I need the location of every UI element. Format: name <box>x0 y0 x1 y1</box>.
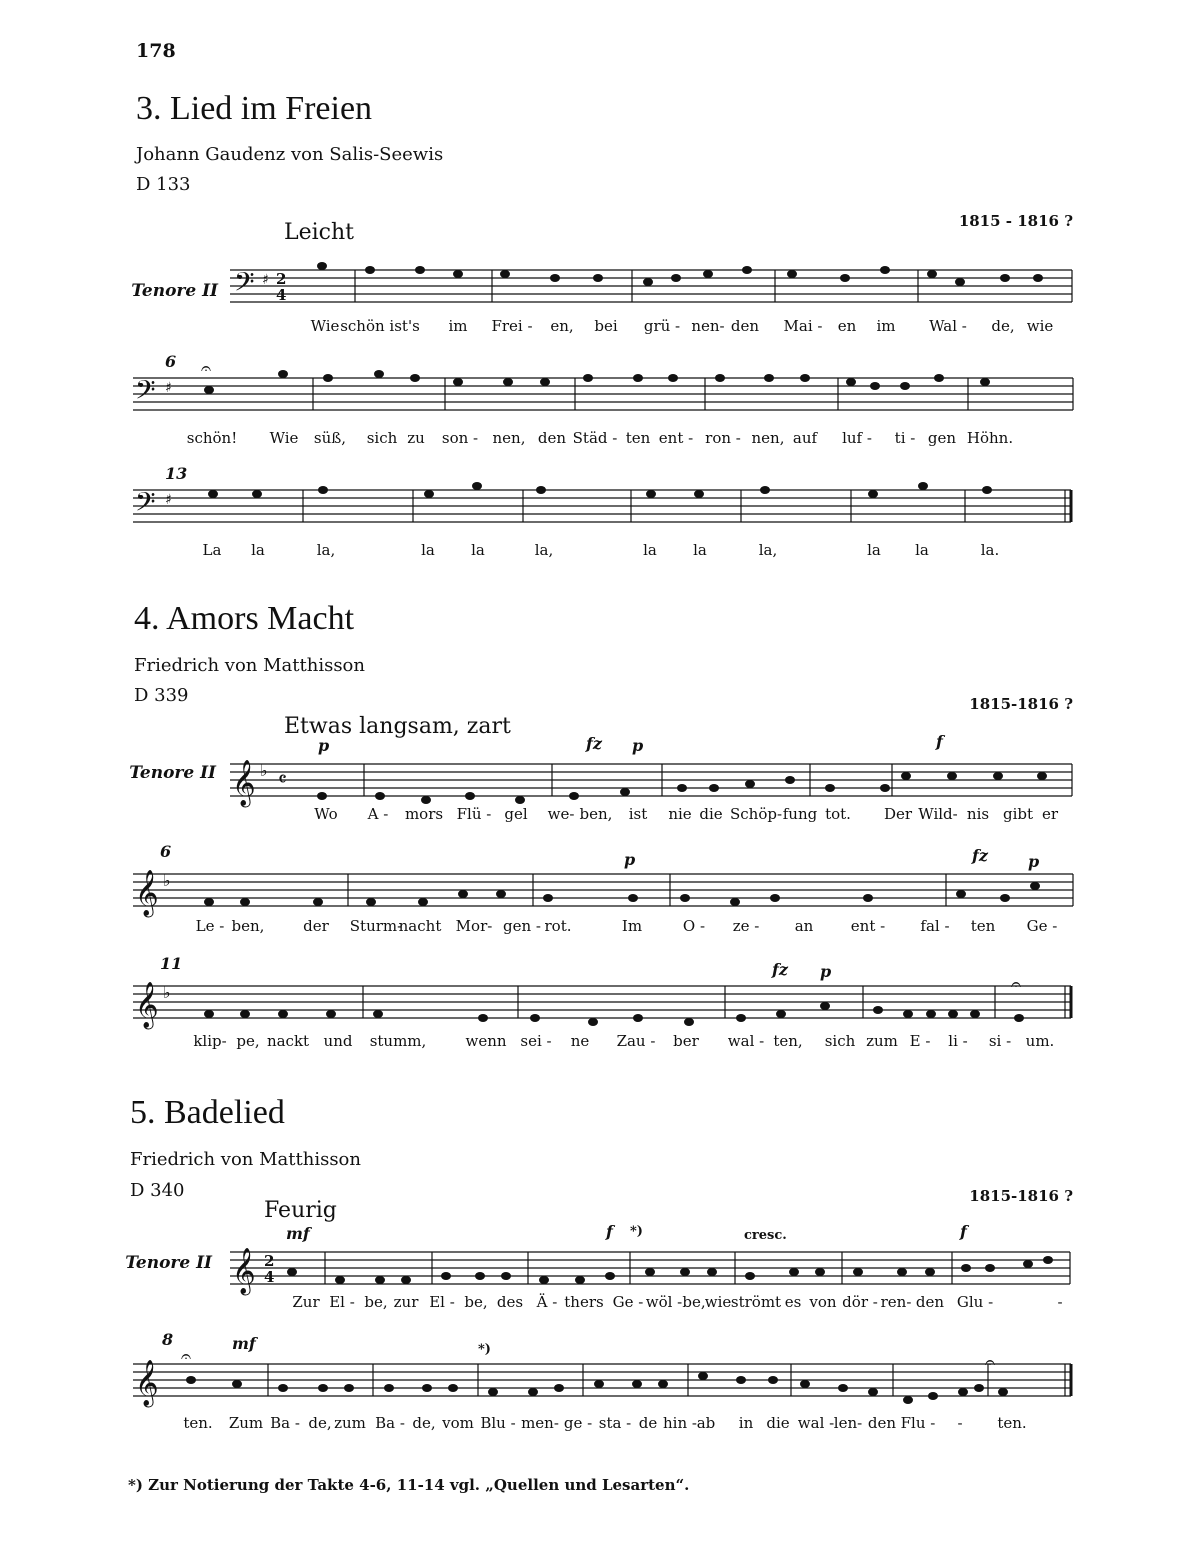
music-staff <box>230 262 1075 312</box>
lyric-syllable: la <box>251 541 265 559</box>
lyric-syllable: sei - <box>520 1032 552 1050</box>
dynamic-marking: fz <box>586 734 602 753</box>
lyric-syllable: es <box>784 1293 802 1311</box>
lyric-syllable: die <box>699 805 723 823</box>
lyric-syllable: er <box>1041 805 1059 823</box>
dynamic-marking: fz <box>772 960 788 979</box>
lyric-syllable: ten, <box>773 1032 803 1050</box>
lyric-syllable: luf - <box>842 429 872 447</box>
lyric-syllable: O - <box>682 917 706 935</box>
lyric-syllable: Wild- <box>918 805 958 823</box>
lyric-syllable: ben, <box>579 805 613 823</box>
lyric-syllable: nis <box>966 805 990 823</box>
lyric-syllable: süß, <box>313 429 347 447</box>
lyric-syllable: Städ - <box>572 429 618 447</box>
lyric-syllable: - <box>1057 1293 1063 1311</box>
lyric-syllable: be, <box>464 1293 488 1311</box>
poet-name: Friedrich von Matthisson <box>130 1149 361 1170</box>
svg-text:♭: ♭ <box>163 871 171 890</box>
svg-text:𝄞: 𝄞 <box>135 870 159 916</box>
lyric-syllable: we- <box>547 805 575 823</box>
lyric-syllable: Im <box>621 917 643 935</box>
lyric-syllable: Zur <box>292 1293 320 1311</box>
cresc-marking: cresc. <box>744 1228 787 1243</box>
lyric-syllable: Mor- <box>455 917 493 935</box>
lyric-syllable: de, <box>991 317 1015 335</box>
music-staff <box>133 1346 1075 1406</box>
lyric-syllable: nie <box>668 805 692 823</box>
voice-label: Tenore II <box>131 281 218 301</box>
catalog-number: D 339 <box>134 685 189 706</box>
lyric-syllable: den <box>915 1293 945 1311</box>
lyric-syllable: zu <box>407 429 425 447</box>
lyric-syllable: wie <box>704 1293 732 1311</box>
measure-number: 8 <box>162 1330 174 1349</box>
voice-label: Tenore II <box>125 1253 212 1273</box>
lyric-syllable: ron - <box>705 429 741 447</box>
dynamic-marking: p <box>624 850 636 869</box>
lyric-syllable: Schöp- <box>729 805 783 823</box>
lyric-syllable: la <box>915 541 929 559</box>
lyric-syllable: wal - <box>797 1414 835 1432</box>
lyric-syllable: Frei - <box>491 317 533 335</box>
lyric-syllable: ge - <box>563 1414 593 1432</box>
composition-date: 1815 - 1816 ? <box>958 212 1073 230</box>
lyric-syllable: la <box>643 541 657 559</box>
measure-number: 13 <box>165 464 188 483</box>
footnote-marker: *) <box>478 1342 491 1357</box>
lyric-syllable: Wie <box>310 317 340 335</box>
lyric-syllable: ber <box>673 1032 699 1050</box>
lyric-syllable: auf <box>792 429 818 447</box>
lyric-syllable: der <box>303 917 329 935</box>
svg-text:𝄐: 𝄐 <box>985 1352 996 1373</box>
dynamic-marking: mf <box>286 1224 310 1243</box>
svg-text:♭: ♭ <box>260 761 268 780</box>
lyric-syllable: Höhn. <box>966 429 1014 447</box>
lyric-syllable: ne <box>570 1032 590 1050</box>
svg-text:2: 2 <box>264 1252 275 1270</box>
dynamic-marking: p <box>820 962 832 981</box>
lyric-syllable: wie <box>1026 317 1054 335</box>
lyric-syllable: nen, <box>492 429 526 447</box>
footnote-marker: *) <box>630 1224 643 1239</box>
svg-text:𝄞: 𝄞 <box>232 760 256 806</box>
svg-text:𝄢: 𝄢 <box>135 486 156 524</box>
lyric-syllable: vom <box>442 1414 474 1432</box>
lyric-syllable: Zau - <box>616 1032 656 1050</box>
lyric-syllable: um. <box>1025 1032 1055 1050</box>
lyric-syllable: den <box>730 317 760 335</box>
lyric-syllable: Ge - <box>612 1293 644 1311</box>
lyric-syllable: thers <box>564 1293 604 1311</box>
lyric-syllable: - <box>957 1414 963 1432</box>
svg-text:𝄴: 𝄴 <box>278 767 287 791</box>
lyric-syllable: und <box>323 1032 353 1050</box>
lyric-syllable: in <box>738 1414 754 1432</box>
lyric-syllable: wal - <box>727 1032 765 1050</box>
lyric-syllable: E - <box>909 1032 931 1050</box>
lyric-syllable: schön! <box>186 429 238 447</box>
svg-text:♯: ♯ <box>165 380 172 396</box>
lyric-syllable: nacht <box>398 917 442 935</box>
lyric-syllable: hin - <box>663 1414 697 1432</box>
note-heads <box>317 262 1043 286</box>
svg-text:𝄞: 𝄞 <box>232 1248 256 1294</box>
lyric-syllable: la <box>867 541 881 559</box>
lyric-syllable: la <box>471 541 485 559</box>
lyric-syllable: fal - <box>920 917 950 935</box>
music-staff <box>133 866 1075 916</box>
lyric-syllable: de, <box>412 1414 436 1432</box>
measure-number: 6 <box>165 352 177 371</box>
dynamic-marking: fz <box>972 846 988 865</box>
lyric-syllable: ren- <box>880 1293 912 1311</box>
lyric-syllable: en <box>837 317 857 335</box>
lyric-syllable: bei <box>594 317 618 335</box>
lyric-syllable: Ge - <box>1026 917 1058 935</box>
lyric-syllable: Blu - <box>480 1414 516 1432</box>
dynamic-marking: f <box>936 732 943 751</box>
lyric-syllable: zum <box>866 1032 898 1050</box>
lyric-syllable: tot. <box>825 805 851 823</box>
lyric-syllable: len- <box>833 1414 863 1432</box>
lyric-syllable: ze - <box>732 917 760 935</box>
song-title: 4. Amors Macht <box>134 600 355 637</box>
lyric-syllable: si - <box>988 1032 1012 1050</box>
lyric-syllable: die <box>766 1414 790 1432</box>
lyric-syllable: dör - <box>842 1293 878 1311</box>
lyric-syllable: nackt <box>266 1032 310 1050</box>
lyric-syllable: wöl - <box>645 1293 683 1311</box>
lyric-syllable: Der <box>883 805 913 823</box>
svg-text:𝄞: 𝄞 <box>135 982 159 1028</box>
measure-number: 11 <box>160 954 183 973</box>
svg-text:2: 2 <box>276 270 287 288</box>
lyric-syllable: la. <box>980 541 1000 559</box>
lyric-syllable: ent - <box>850 917 886 935</box>
lyric-syllable: ben, <box>231 917 265 935</box>
lyric-syllable: des <box>496 1293 524 1311</box>
lyric-syllable: nen- <box>691 317 725 335</box>
lyric-syllable: La <box>202 541 222 559</box>
lyric-syllable: rot. <box>544 917 572 935</box>
lyric-syllable: schön ist's <box>340 317 420 335</box>
lyric-syllable: men- <box>521 1414 559 1432</box>
composition-date: 1815-1816 ? <box>969 1187 1073 1205</box>
dynamic-marking: f <box>960 1222 967 1241</box>
lyric-syllable: nen, <box>751 429 785 447</box>
composition-date: 1815-1816 ? <box>969 695 1073 713</box>
lyric-syllable: wenn <box>465 1032 507 1050</box>
svg-text:𝄐: 𝄐 <box>181 1346 192 1367</box>
lyric-syllable: la <box>421 541 435 559</box>
lyric-syllable: von <box>809 1293 837 1311</box>
lyric-syllable: Glu - <box>956 1293 994 1311</box>
lyric-syllable: la <box>693 541 707 559</box>
lyric-syllable: en, <box>550 317 574 335</box>
lyric-syllable: de, <box>308 1414 332 1432</box>
poet-name: Johann Gaudenz von Salis-Seewis <box>136 144 444 165</box>
page-number: 178 <box>136 40 176 62</box>
lyric-syllable: gel <box>504 805 528 823</box>
tempo-marking: Etwas langsam, zart <box>284 714 511 739</box>
music-staff <box>133 974 1075 1028</box>
lyric-syllable: Sturm- <box>349 917 403 935</box>
lyric-syllable: de <box>638 1414 658 1432</box>
dynamic-marking: mf <box>232 1334 256 1353</box>
svg-text:♯: ♯ <box>165 492 172 508</box>
lyric-syllable: ti - <box>894 429 916 447</box>
lyric-syllable: gen - <box>503 917 541 935</box>
lyric-syllable: sich <box>824 1032 856 1050</box>
lyric-syllable: El - <box>329 1293 355 1311</box>
lyric-syllable: Le - <box>195 917 225 935</box>
lyric-syllable: Wal - <box>929 317 967 335</box>
music-staff <box>230 756 1075 806</box>
lyric-syllable: gibt <box>1002 805 1034 823</box>
lyric-syllable: ist <box>628 805 648 823</box>
svg-text:𝄞: 𝄞 <box>135 1360 159 1406</box>
lyric-syllable: Wo <box>314 805 338 823</box>
lyric-syllable: la, <box>316 541 336 559</box>
note-heads <box>204 1002 1024 1026</box>
lyric-syllable: zur <box>393 1293 419 1311</box>
dynamic-marking: p <box>1028 852 1040 871</box>
voice-label: Tenore II <box>129 763 216 783</box>
lyric-syllable: sta - <box>598 1414 632 1432</box>
measure-number: 6 <box>160 842 172 861</box>
lyric-syllable: stumm, <box>369 1032 427 1050</box>
lyric-syllable: ten. <box>183 1414 213 1432</box>
svg-text:♯: ♯ <box>262 272 269 288</box>
lyric-syllable: Mai - <box>783 317 823 335</box>
lyric-syllable: ten <box>970 917 996 935</box>
lyric-syllable: klip- <box>193 1032 227 1050</box>
lyric-syllable: den <box>537 429 567 447</box>
lyric-syllable: sich <box>366 429 398 447</box>
lyric-syllable: an <box>794 917 814 935</box>
svg-text:𝄢: 𝄢 <box>135 374 156 412</box>
tempo-marking: Feurig <box>264 1198 337 1223</box>
lyric-syllable: ten. <box>997 1414 1027 1432</box>
lyric-syllable: la, <box>758 541 778 559</box>
lyric-syllable: den <box>867 1414 897 1432</box>
note-heads <box>204 370 990 394</box>
catalog-number: D 133 <box>136 174 191 195</box>
lyric-syllable: pe, <box>236 1032 260 1050</box>
dynamic-marking: f <box>606 1222 613 1241</box>
lyric-syllable: be, <box>364 1293 388 1311</box>
lyric-syllable: Ba - <box>375 1414 405 1432</box>
svg-text:4: 4 <box>264 1268 275 1286</box>
svg-text:𝄐: 𝄐 <box>1011 974 1022 995</box>
lyric-syllable: Wie <box>269 429 299 447</box>
poet-name: Friedrich von Matthisson <box>134 655 365 676</box>
lyric-syllable: El - <box>429 1293 455 1311</box>
dynamic-marking: p <box>318 736 330 755</box>
song-title: 5. Badelied <box>130 1094 285 1131</box>
lyric-syllable: gen <box>927 429 957 447</box>
lyric-syllable: zum <box>334 1414 366 1432</box>
svg-text:♭: ♭ <box>163 983 171 1002</box>
lyric-syllable: ab <box>696 1414 716 1432</box>
music-staff <box>133 358 1075 420</box>
tempo-marking: Leicht <box>284 220 354 245</box>
lyric-syllable: A - <box>367 805 389 823</box>
lyric-syllable: be, <box>682 1293 706 1311</box>
lyric-syllable: son - <box>441 429 479 447</box>
svg-text:4: 4 <box>276 286 287 304</box>
note-heads <box>204 882 1040 906</box>
lyric-syllable: im <box>876 317 896 335</box>
song-title: 3. Lied im Freien <box>136 90 373 127</box>
footnote: *) Zur Notierung der Takte 4-6, 11-14 vgl. „Quellen und Lesarten“. <box>128 1476 690 1494</box>
svg-text:𝄐: 𝄐 <box>201 358 212 379</box>
music-staff <box>133 482 1075 532</box>
lyric-syllable: Ba - <box>270 1414 300 1432</box>
lyric-syllable: strömt <box>730 1293 782 1311</box>
lyric-syllable: ten <box>625 429 651 447</box>
lyric-syllable: Flu - <box>900 1414 936 1432</box>
lyric-syllable: la, <box>534 541 554 559</box>
lyric-syllable: ent - <box>658 429 694 447</box>
music-staff <box>230 1244 1075 1294</box>
lyric-syllable: im <box>448 317 468 335</box>
lyric-syllable: fung <box>782 805 818 823</box>
svg-text:𝄢: 𝄢 <box>234 266 255 304</box>
lyric-syllable: li - <box>948 1032 968 1050</box>
lyric-syllable: mors <box>404 805 444 823</box>
lyric-syllable: Zum <box>228 1414 264 1432</box>
lyric-syllable: Flü - <box>456 805 492 823</box>
catalog-number: D 340 <box>130 1180 185 1201</box>
lyric-syllable: Ä - <box>536 1293 558 1311</box>
dynamic-marking: p <box>632 736 644 755</box>
lyric-syllable: grü - <box>643 317 681 335</box>
